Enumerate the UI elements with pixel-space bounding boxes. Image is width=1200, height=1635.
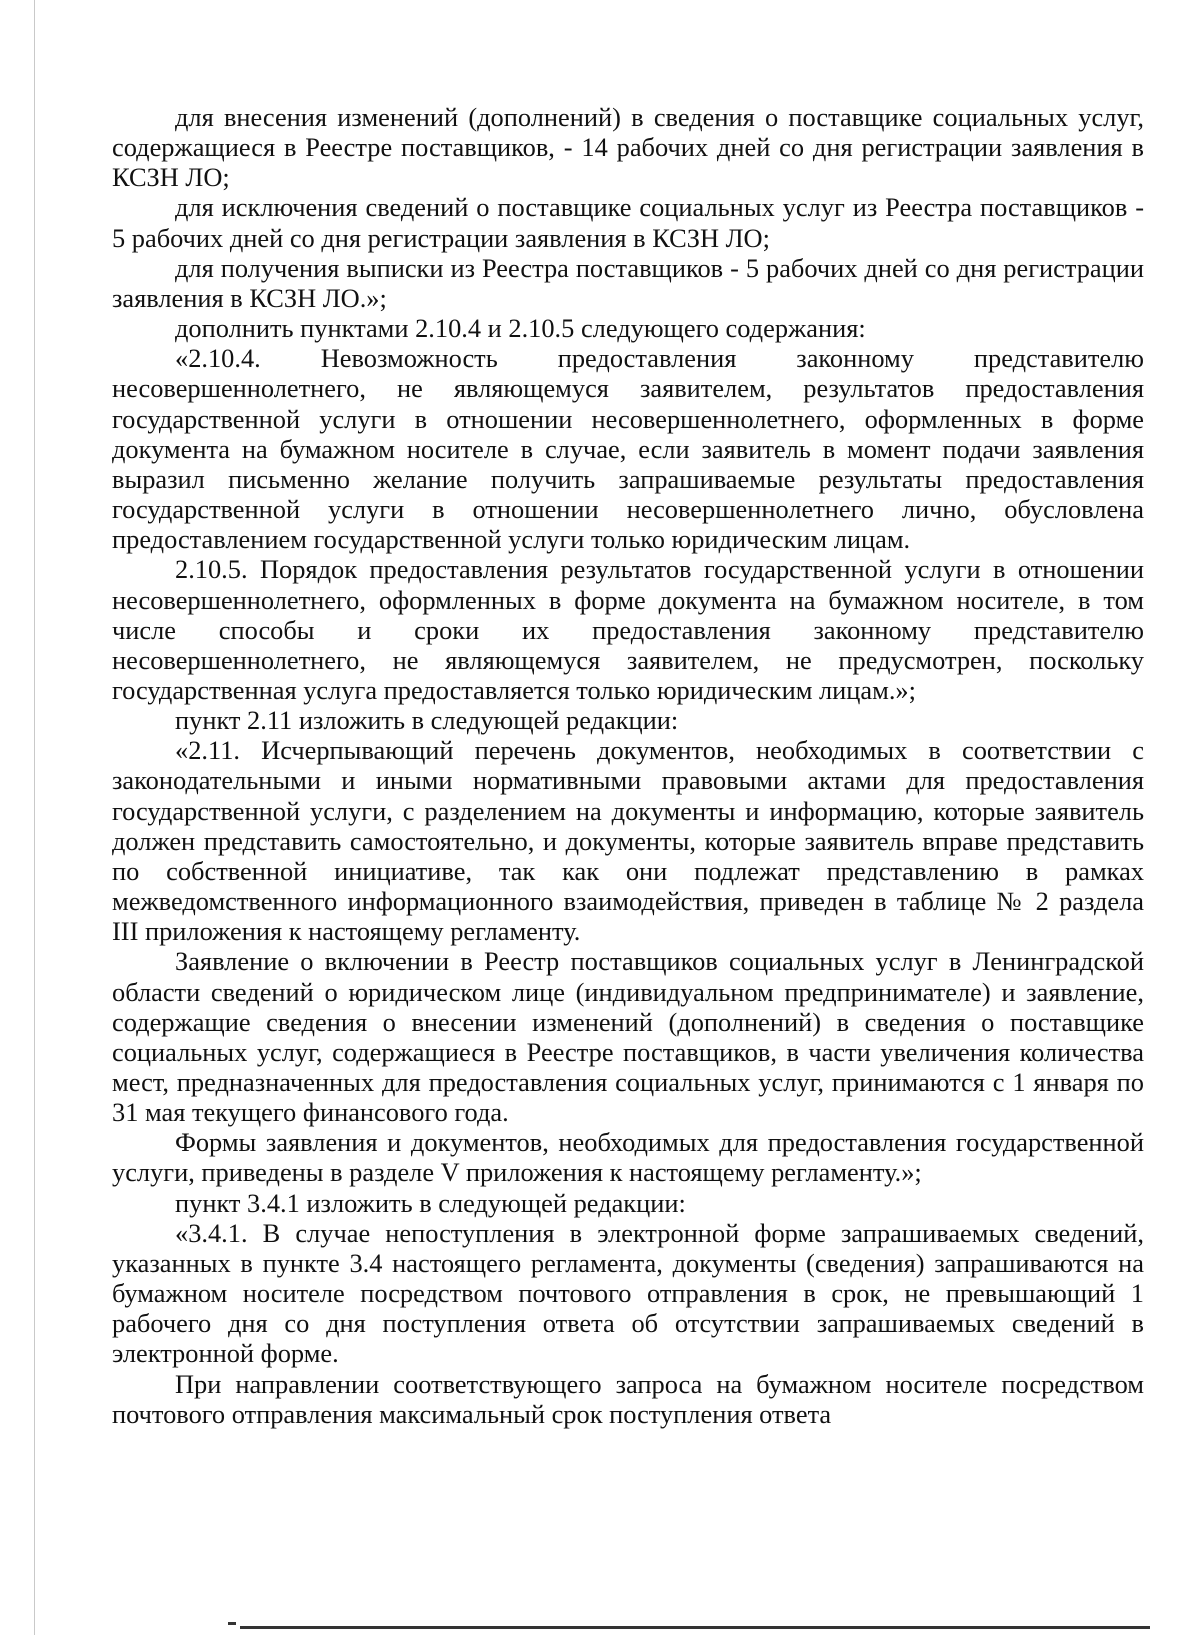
document-body	[112, 102, 1144, 1429]
paragraph-point-3-4-1: «3.4.1. В случае непоступления в электронной форме запрашиваемых сведений, указанных в пункте 3.4 настоящего регламента, документы (сведения) запрашиваются на бумажном носителе посредством почтового отправления в срок, не превышающий 1 рабочего дня со дня поступления ответа об отсутствии запрашиваемых сведений в электронной форме.	[112, 1217, 1144, 1369]
paragraph-point-2-11-intro: пункт 2.11 изложить в следующей редакции:	[175, 705, 679, 736]
paragraph-deadline-exclusion: для исключения сведений о поставщике социальных услуг из Реестра поставщиков - 5 рабочих дней со дня регистрации заявления в КСЗН ЛО;	[112, 192, 1144, 253]
paragraph-point-2-11: «2.11. Исчерпывающий перечень документов, необходимых в соответствии с законодательными и иными нормативными правовыми актами для предоставления государственной услуги, с разделением на документы и информацию, которые заявитель должен представить самостоятельно, и документы, которые заявитель вправе представить по собственной инициативе, так как они подлежат представлению в рамках межведомственного информационного взаимодействия, приведен в таблице № 2 раздела III приложения к настоящему регламенту.	[112, 735, 1144, 947]
paragraph-add-points-intro: дополнить пунктами 2.10.4 и 2.10.5 следующего содержания:	[175, 313, 866, 344]
paragraph-application-forms: Формы заявления и документов, необходимых для предоставления государственной услуги, приведены в разделе V приложения к настоящему регламенту.»;	[112, 1127, 1144, 1188]
paragraph-point-2-10-4: «2.10.4. Невозможность предоставления законному представителю несовершеннолетнего, не являющемуся заявителем, результатов предоставления государственной услуги в отношении несовершеннолетнего, оформленных в форме документа на бумажном носителе в случае, если заявитель в момент подачи заявления выразил письменно желание получить запрашиваемые результаты предоставления государственной услуги в отношении несовершеннолетнего лично, обусловлена предоставлением государственной услуги только юридическим лицам.	[112, 343, 1144, 555]
paragraph-application-acceptance: Заявление о включении в Реестр поставщиков социальных услуг в Ленинградской области сведений о юридическом лице (индивидуальном предпринимателе) и заявление, содержащие сведения о внесении изменений (дополнений) в сведения о поставщике социальных услуг, содержащиеся в Реестре поставщиков, в части увеличения количества мест, предназначенных для предоставления социальных услуг, принимаются с 1 января по 31 мая текущего финансового года.	[112, 946, 1144, 1128]
scan-edge-line	[34, 0, 35, 1635]
paragraph-deadline-changes: для внесения изменений (дополнений) в сведения о поставщике социальных услуг, содержащиеся в Реестре поставщиков, - 14 рабочих дней со дня регистрации заявления в КСЗН ЛО;	[112, 102, 1144, 193]
scan-edge-bottom-line	[240, 1626, 1150, 1629]
paragraph-paper-request: При направлении соответствующего запроса на бумажном носителе посредством почтового отправления максимальный срок поступления ответа	[112, 1368, 1144, 1429]
paragraph-point-2-10-5: 2.10.5. Порядок предоставления результатов государственной услуги в отношении несовершеннолетнего, оформленных в форме документа на бумажном носителе, в том числе способы и сроки их предоставления законному представителю несовершеннолетнего, не являющемуся заявителем, не предусмотрен, поскольку государственная услуга предоставляется только юридическим лицам.»;	[112, 554, 1144, 705]
paragraph-point-3-4-1-intro: пункт 3.4.1 изложить в следующей редакции:	[175, 1187, 686, 1218]
paragraph-deadline-extract: для получения выписки из Реестра поставщиков - 5 рабочих дней со дня регистрации заявления в КСЗН ЛО.»;	[112, 252, 1144, 313]
scan-artifact-mark	[228, 1622, 236, 1625]
